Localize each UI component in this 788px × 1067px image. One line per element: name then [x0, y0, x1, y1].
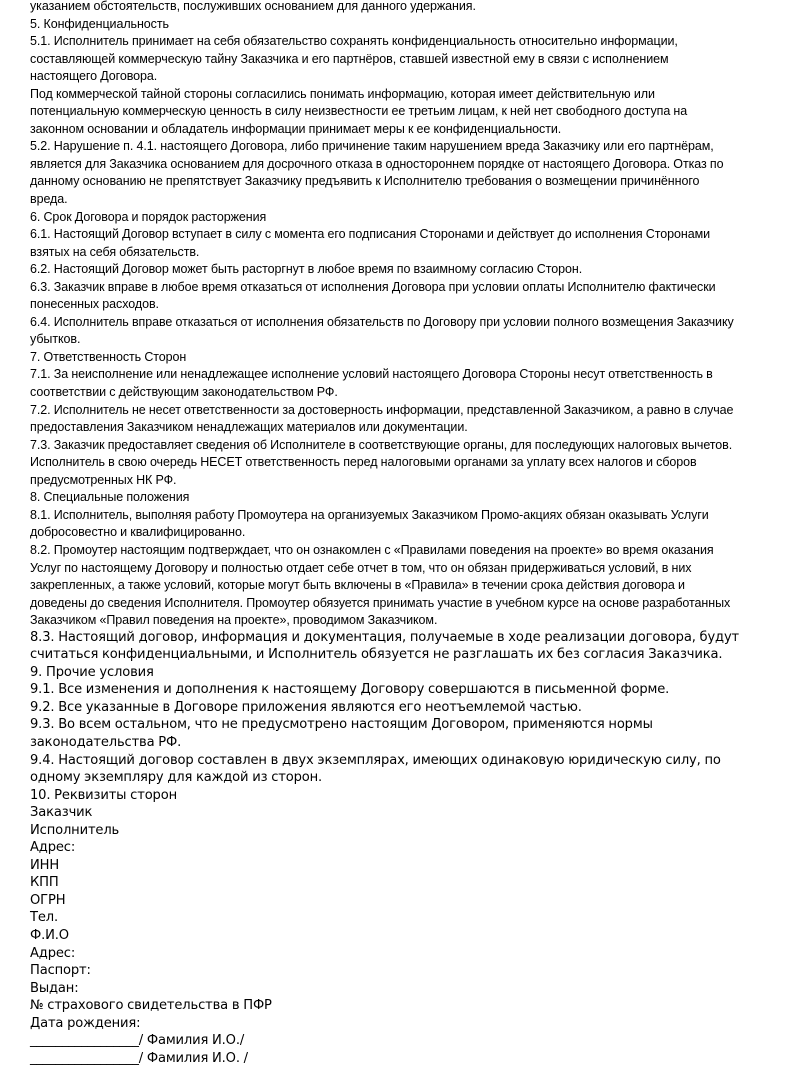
clause-6-3: 6.3. Заказчик вправе в любое время отказаться от исполнения Договора при условии оплаты Исполнителю фактически понесенных расходов.: [30, 278, 716, 312]
req-customer: Заказчик: [30, 805, 93, 821]
req-issued: Выдан:: [30, 980, 79, 996]
clause-8-2: 8.2. Промоутер настоящим подтверждает, что он ознакомлен с «Правилами поведения на проекте» во время оказания Услуг по настоящему Договору и полностью отдает себе отчет в том, что он обязан придерживаться условий, в них закрепленных, а также условий, которые могут быть включены в «Правила» в течении срока действия договора и доведены до сведения Исполнителя. Промоутер обязуется принимать участие в учебном курсе на основе разработанных Заказчиком «Правил поведения на проекте», проводимом Заказчиком.: [30, 541, 731, 628]
heading-9: 9. Прочие условия: [30, 664, 154, 680]
clause-9-1: 9.1. Все изменения и дополнения к настоящему Договору совершаются в письменной форме.: [30, 682, 670, 698]
document-text-flow: [30, 0, 772, 1067]
clause-5-2: 5.2. Нарушение п. 4.1. настоящего Договора, либо причинение таким нарушением вреда Заказчику или его партнёрам, является для Заказчика основанием для досрочного отказа в одностороннем порядке от настоящего Договора. Отказ по данному основанию не препятствует Заказчику предъявить к Исполнителю требования о возмещении причинённого вреда.: [30, 138, 724, 207]
clause-7-1: 7.1. За неисполнение или ненадлежащее исполнение условий настоящего Договора Стороны несут ответственность в соответствии с действующим законодательством РФ.: [30, 366, 713, 400]
signature-line-2: _________________/ Фамилия И.О. /: [30, 1050, 248, 1066]
clipped-tail: указанием обстоятельств, послуживших основанием для данного удержания.: [30, 0, 476, 13]
req-address-2: Адрес:: [30, 945, 76, 961]
req-address-1: Адрес:: [30, 840, 76, 856]
heading-6: 6. Срок Договора и порядок расторжения: [30, 208, 267, 224]
clause-6-1: 6.1. Настоящий Договор вступает в силу с момента его подписания Сторонами и действует до исполнения Сторонами взятых на себя обязательств.: [30, 226, 711, 259]
req-phone: Тел.: [30, 910, 58, 926]
clause-9-3: 9.3. Во всем остальном, что не предусмотрено настоящим Договором, применяются нормы законодательства РФ.: [30, 717, 653, 750]
clause-7-3: 7.3. Заказчик предоставляет сведения об Исполнителе в соответствующие органы, для последующих налоговых вычетов. Исполнитель в свою очередь НЕСЕТ ответственность перед налоговыми органами за уплату всех налогов и сборов предусмотренных НК РФ.: [30, 436, 733, 487]
req-birthdate: Дата рождения:: [30, 1015, 141, 1031]
heading-8: 8. Специальные положения: [30, 489, 190, 505]
clause-9-2: 9.2. Все указанные в Договоре приложения являются его неотъемлемой частью.: [30, 699, 582, 715]
req-inn: ИНН: [30, 857, 60, 873]
heading-7: 7. Ответственность Сторон: [30, 348, 187, 364]
heading-10: 10. Реквизиты сторон: [30, 787, 177, 803]
req-fio: Ф.И.О: [30, 927, 69, 943]
clause-6-4: 6.4. Исполнитель вправе отказаться от исполнения обязательств по Договору при условии полного возмещения Заказчику убытков.: [30, 313, 734, 347]
req-pfr: № страхового свидетельства в ПФР: [30, 998, 272, 1014]
signature-line-1: _________________/ Фамилия И.О./: [30, 1033, 245, 1049]
req-passport: Паспорт:: [30, 963, 91, 979]
clause-5-1-note: Под коммерческой тайной стороны согласились понимать информацию, которая имеет действительную или потенциальную коммерческую ценность в силу неизвестности ее третьим лицам, к ней нет свободного доступа на законном основании и обладатель информации принимает меры к ее конфиденциальности.: [30, 85, 688, 136]
req-contractor: Исполнитель: [30, 822, 120, 838]
req-kpp: КПП: [30, 875, 59, 891]
clause-5-1: 5.1. Исполнитель принимает на себя обязательство сохранять конфиденциальность относительно информации, составляющей коммерческую тайну Заказчика и его партнёров, ставшей известной ему в связи с исполнением настоящего Договора.: [30, 33, 678, 84]
req-ogrn: ОГРН: [30, 892, 66, 908]
clause-9-4: 9.4. Настоящий договор составлен в двух экземплярах, имеющих одинаковую юридическую силу, по одному экземпляру для каждой из сторон.: [30, 752, 721, 786]
clause-8-1: 8.1. Исполнитель, выполняя работу Промоутера на организуемых Заказчиком Промо-акциях обязан оказывать Услуги добросовестно и квалифицированно.: [30, 506, 709, 540]
clause-7-2: 7.2. Исполнитель не несет ответственности за достоверность информации, представленной Заказчиком, а равно в случае предоставления Заказчиком ненадлежащих материалов или документации.: [30, 401, 734, 435]
heading-5: 5. Конфиденциальность: [30, 15, 169, 31]
clause-8-3: 8.3. Настоящий договор, информация и документация, получаемые в ходе реализации договора, будут считаться конфиденциальными, и Исполнитель обязуется не разглашать их без согласия Заказчика.: [30, 629, 740, 663]
clause-6-2: 6.2. Настоящий Договор может быть расторгнут в любое время по взаимному согласию Сторон.: [30, 261, 583, 277]
